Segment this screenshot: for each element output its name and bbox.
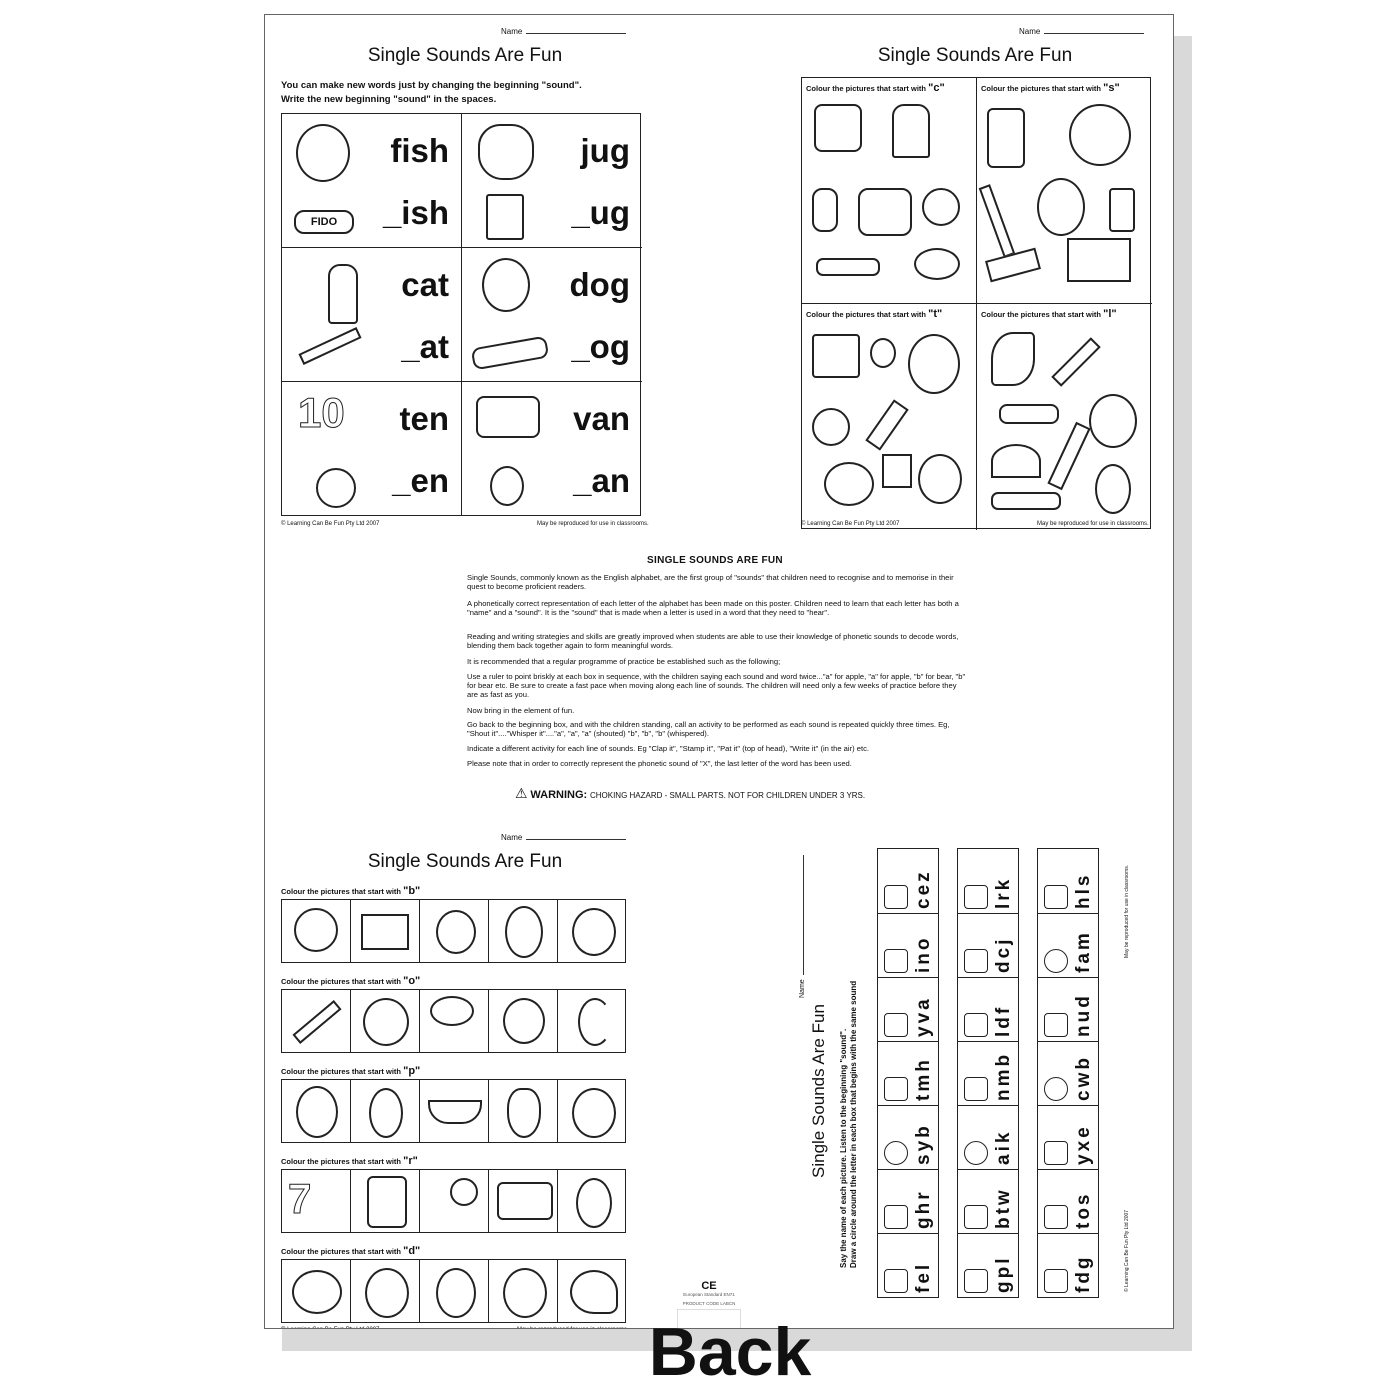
info-paragraph: Go back to the beginning box, and with the children standing, call an activity to be performed as each sound is repeated quickly three times. Eg, "Shout it"...."Whisper it"...."a", "a", "a" (shouted) "b", "b", "b" (whispered).: [467, 720, 950, 738]
instruction: Colour the pictures that start with: [281, 977, 402, 986]
sun-icon: [1069, 104, 1131, 166]
blank-word: _en: [392, 462, 449, 499]
word: ten: [399, 400, 449, 437]
quadrant-s: [977, 78, 1152, 304]
quadrant-label: [806, 308, 942, 320]
info-heading: SINGLE SOUNDS ARE FUN: [647, 555, 783, 566]
lion-icon: [1089, 394, 1137, 448]
letter-options: tmh: [913, 1057, 934, 1101]
egg-icon: [884, 1269, 908, 1293]
picture-row-o: [281, 989, 626, 1053]
blank-word: _og: [571, 328, 630, 365]
apple-icon: [964, 1141, 988, 1165]
letter-row-3: [1037, 848, 1099, 1298]
letter-options: syb: [913, 1123, 934, 1165]
picture-row-b: [281, 899, 626, 963]
word: jug: [580, 132, 630, 169]
orange-icon: [363, 998, 409, 1046]
quadrant-t: [802, 304, 977, 530]
word: van: [573, 400, 630, 437]
row-label: [281, 975, 420, 987]
instruction-line-1: Say the name of each picture. Listen to the beginning "sound".: [839, 1028, 848, 1268]
instruction: Colour the pictures that start with: [981, 310, 1102, 319]
sheet-title: Single Sounds Are Fun: [877, 45, 1073, 66]
warning-triangle-icon: ⚠: [515, 785, 528, 801]
broom-icon: [979, 184, 1016, 258]
instruction: [839, 981, 859, 1268]
pear-icon: [507, 1088, 541, 1138]
lamp-icon: [991, 444, 1041, 478]
car-icon: [858, 188, 912, 236]
letter-options: gpl: [993, 1255, 1014, 1293]
info-paragraph: Use a ruler to point briskly at each box in sequence, with the children saying each sound and word twice..."a" for apple, "a" for apple, "b" for bear, "b" for bear etc. Be sure to create a fast pace when moving along each line of sounds. The children will need only a few weeks of practice before they are as fast as you.: [467, 672, 966, 699]
number-ten-icon: 10: [298, 389, 345, 436]
picture-row-p: [281, 1079, 626, 1143]
cow-icon: [814, 104, 862, 152]
umbrella-icon: [1044, 1013, 1068, 1037]
carrot-icon: [816, 258, 880, 276]
word: cat: [401, 266, 449, 303]
moon-icon: [578, 998, 612, 1046]
blank-word: _ish: [382, 194, 449, 231]
leaf-icon: [991, 332, 1035, 386]
letter-options: fel: [913, 1261, 934, 1293]
jeans-icon: [964, 949, 988, 973]
row-label: [281, 885, 420, 897]
robot-icon: [367, 1176, 407, 1228]
gate-icon: [884, 1205, 908, 1229]
letter-options: ldf: [993, 1004, 1014, 1037]
name-label: Name: [501, 833, 626, 842]
instruction-line-2: Draw a circle around the letter in each box that begins with the same sound: [849, 980, 858, 1268]
ring-icon: [870, 338, 896, 368]
truck-icon: [1067, 238, 1131, 282]
toy-icon: [1044, 1205, 1068, 1229]
sheet-title: Single Sounds Are Fun: [367, 851, 563, 872]
warning: [515, 785, 915, 802]
turkey-icon: [918, 454, 962, 504]
turtle-icon: [824, 462, 874, 506]
tv-icon: [812, 334, 860, 378]
key-icon: [292, 1000, 341, 1044]
boat-icon: [1044, 1141, 1068, 1165]
instruction: Colour the pictures that start with: [281, 1157, 402, 1166]
lion-icon: [964, 1269, 988, 1293]
target-letter: "t": [928, 308, 943, 320]
blank-word: _ug: [571, 194, 630, 231]
reproduce-note: [517, 1327, 629, 1329]
word: dog: [569, 266, 630, 303]
duck-icon: [292, 1270, 342, 1314]
school-bus-icon: [497, 1182, 553, 1220]
kangaroo-icon: [964, 885, 988, 909]
cat-icon: [892, 104, 930, 158]
bee-icon: [436, 910, 476, 954]
info-paragraph: It is recommended that a regular programme of practice be established such as the following;: [467, 657, 781, 666]
letter-options: nud: [1073, 993, 1094, 1037]
target-letter: "b": [403, 885, 421, 897]
letter-options: hls: [1073, 872, 1094, 909]
quadrant-label: [806, 82, 945, 94]
letter-options: yva: [913, 996, 934, 1037]
instruction: Colour the pictures that start with: [281, 1247, 402, 1256]
letter-options: btw: [993, 1187, 1014, 1229]
torch-icon: [865, 399, 908, 450]
info-paragraph: Reading and writing strategies and skills are greatly improved when students are able to use their knowledge of phonetic sounds to decode words, blending them back together again to form meaningful words.: [467, 632, 959, 650]
worm-icon: [991, 492, 1061, 510]
telephone-icon: [812, 408, 850, 446]
letter-options: ghr: [913, 1189, 934, 1229]
sun-icon: [884, 1141, 908, 1165]
blank-word: _an: [573, 462, 630, 499]
copyright: © Learning Can Be Fun Pty Ltd 2007: [281, 521, 380, 527]
quadrant-label: [981, 308, 1117, 320]
astronaut-icon: [1095, 464, 1131, 514]
number-seven-icon: 7: [288, 1175, 312, 1222]
sheet-title: Single Sounds Are Fun: [367, 45, 563, 66]
instruction: Colour the pictures that start with: [281, 887, 402, 896]
letter-options: nmb: [993, 1051, 1014, 1101]
info-paragraph: A phonetically correct representation of each letter of the alphabet has been made on this poster. Children need to learn that each letter has both a "name" and a "sound". It is the "sound" that is made when a letter is used in a word that they need to "hear".: [467, 599, 959, 617]
seal-icon: [1037, 178, 1085, 236]
van-icon: [884, 1013, 908, 1037]
instruction: Colour the pictures that start with: [806, 84, 927, 93]
name-label: Name: [1019, 27, 1144, 36]
face-icon: [1044, 949, 1068, 973]
dog-bowl-icon: FIDO: [294, 210, 354, 234]
letter-options: ino: [913, 935, 934, 973]
letter-row-1: [877, 848, 939, 1298]
back-label: Back: [648, 1314, 812, 1390]
octopus-icon: [503, 998, 545, 1044]
target-letter: "d": [403, 1245, 421, 1257]
boat-icon: [428, 1100, 482, 1124]
letter-options: lrk: [993, 876, 1014, 909]
sheet-colour-rows: [265, 821, 665, 1329]
house-icon: [884, 1077, 908, 1101]
cup-icon: [914, 248, 960, 280]
seahorse-icon: [812, 188, 838, 232]
picture-row-r: [281, 1169, 626, 1233]
rabbit-icon: [576, 1178, 612, 1228]
row-label: [281, 1155, 418, 1167]
target-letter: "r": [403, 1155, 418, 1167]
poster: [264, 14, 1174, 1329]
dolphin-icon: [570, 1270, 618, 1314]
gorilla-icon: [505, 906, 543, 958]
letter-options: fam: [1073, 930, 1094, 973]
product-code: PRODUCT CODE LABCN: [682, 1301, 736, 1306]
letter-options: cwb: [1073, 1055, 1094, 1101]
quadrant-grid: [801, 77, 1151, 529]
toy-box-icon: [882, 454, 912, 488]
bear-icon: [572, 908, 616, 956]
instruction-line-1: You can make new words just by changing the beginning "sound".: [281, 80, 582, 91]
leaf-icon: [964, 1013, 988, 1037]
sock-icon: [1109, 188, 1135, 232]
name-label: Name: [799, 855, 806, 998]
letter-options: dcj: [993, 936, 1014, 973]
sheet-title: Single Sounds Are Fun: [809, 1004, 828, 1178]
ce-standard: European Standard EN71: [683, 1292, 735, 1297]
pelican-icon: [572, 1088, 616, 1138]
plane-icon: [999, 404, 1059, 424]
racquet-icon: [450, 1178, 478, 1206]
instruction: Colour the pictures that start with: [981, 84, 1102, 93]
word: fish: [390, 132, 449, 169]
saw-icon: [1044, 885, 1068, 909]
info-paragraph: Now bring in the element of fun.: [467, 706, 575, 715]
zip-icon: [1051, 337, 1100, 386]
doll-icon: [436, 1268, 476, 1318]
number-nine-icon: [884, 949, 908, 973]
nurse-icon: [908, 334, 960, 394]
row-label: [281, 1245, 420, 1257]
warning-text: CHOKING HAZARD - SMALL PARTS. NOT FOR CHILDREN UNDER 3 YRS.: [589, 791, 866, 800]
quadrant-c: [802, 78, 977, 304]
info-paragraph: Please note that in order to correctly represent the phonetic sound of "X", the last letter of the word has been used.: [467, 759, 852, 768]
name-label: Name: [501, 27, 626, 36]
letter-options: yxe: [1073, 1124, 1094, 1165]
bird-icon: [964, 1205, 988, 1229]
dog-icon: [503, 1268, 547, 1318]
row-label: [281, 1065, 420, 1077]
ladder-icon: [1047, 422, 1090, 490]
sheet-beginning-sounds: [799, 818, 1149, 1298]
web-icon: [922, 188, 960, 226]
boy-icon: [365, 1268, 409, 1318]
zebra-icon: [987, 108, 1025, 168]
bicycle-icon: [1044, 1077, 1068, 1101]
reproduce-note: May be reproduced for use in classrooms.: [1124, 864, 1130, 958]
zebra-icon: [884, 885, 908, 909]
duck-icon: [1044, 1269, 1068, 1293]
target-letter: "o": [403, 975, 421, 987]
letter-options: tos: [1073, 1191, 1094, 1229]
copyright: [281, 1327, 379, 1329]
ball-icon: [294, 908, 338, 952]
copyright: © Learning Can Be Fun Pty Ltd 2007: [1124, 1209, 1130, 1292]
letter-row-2: [957, 848, 1019, 1298]
picture-row-d: [281, 1259, 626, 1323]
ce-mark: CE: [701, 1280, 717, 1292]
target-letter: "c": [928, 82, 945, 94]
info-paragraph: Single Sounds, commonly known as the English alphabet, are the first group of "sounds" that children need to recognise and to memorise in their quest to become proficient readers.: [467, 573, 954, 591]
instruction: Colour the pictures that start with: [281, 1067, 402, 1076]
sheet-colour-quadrants: [265, 15, 1174, 535]
target-letter: "p": [403, 1065, 421, 1077]
blank-word: _at: [401, 328, 449, 365]
quadrant-l: [977, 304, 1152, 530]
saw-icon: [985, 248, 1041, 283]
pirate-icon: [296, 1086, 338, 1138]
instruction: Colour the pictures that start with: [806, 310, 927, 319]
quadrant-label: [981, 82, 1120, 94]
warning-label: WARNING:: [530, 789, 588, 801]
target-letter: "l": [1103, 308, 1117, 320]
instruction-line-2: Write the new beginning "sound" in the spaces.: [281, 94, 497, 105]
net-icon: [430, 996, 474, 1026]
bed-icon: [361, 914, 409, 950]
letter-options: cez: [913, 869, 934, 909]
pineapple-icon: [369, 1088, 403, 1138]
letter-options: fdg: [1073, 1254, 1094, 1293]
reproduce-note: May be reproduced for use in classrooms.: [1037, 521, 1149, 527]
bean-icon: [964, 1077, 988, 1101]
info-paragraph: Indicate a different activity for each line of sounds. Eg "Clap it", "Stamp it", "Pat it" (top of head), "Write it" (in the air) etc.: [467, 744, 869, 753]
letter-options: aik: [993, 1129, 1014, 1165]
target-letter: "s": [1103, 82, 1120, 94]
reproduce-note: May be reproduced for use in classrooms.: [537, 521, 649, 527]
copyright: © Learning Can Be Fun Pty Ltd 2007: [801, 521, 900, 527]
